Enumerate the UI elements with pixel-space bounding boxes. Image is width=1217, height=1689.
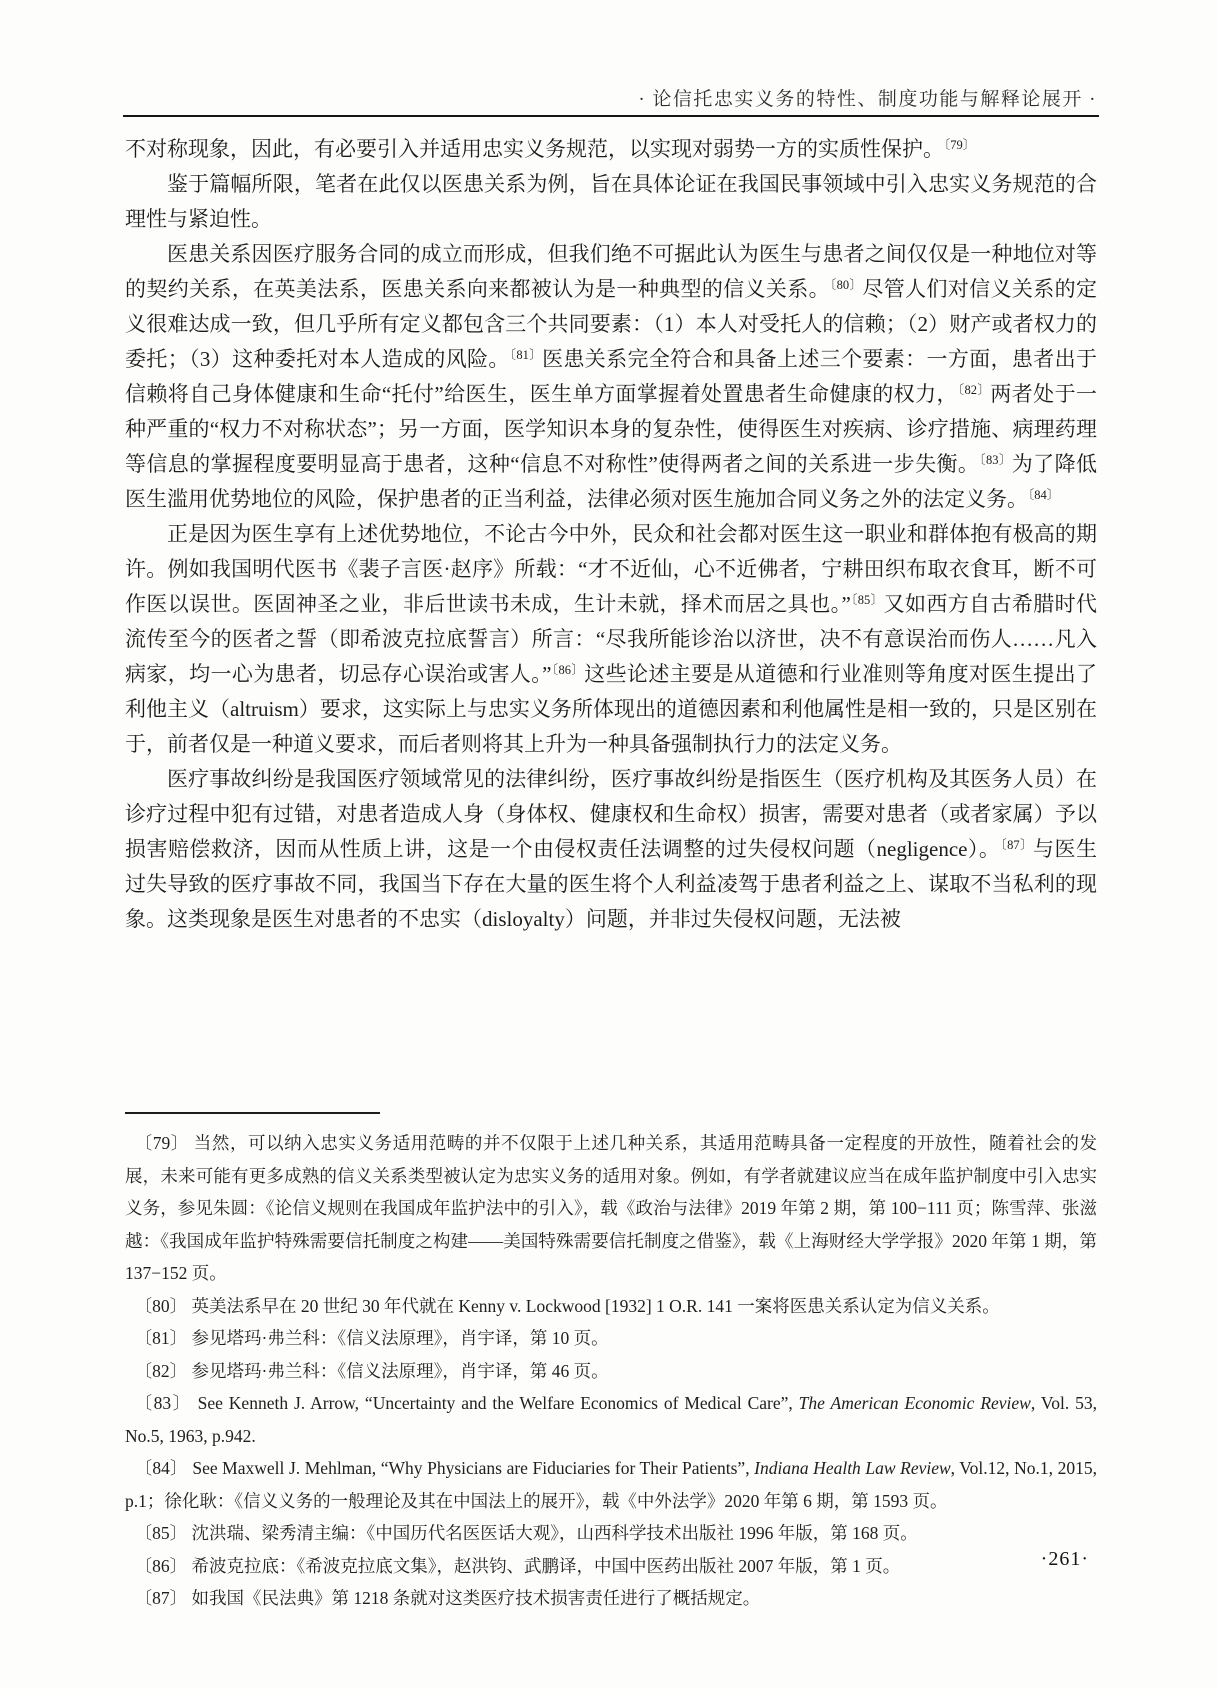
text-run: 〔81〕 参见塔玛·弗兰科：《信义法原理》，肖宇译，第 10 页。 (134, 1328, 609, 1348)
footnote-marker: 〔80〕 (830, 278, 863, 292)
running-header (125, 84, 1097, 111)
italic-text-run: Indiana Health Law Review (754, 1458, 951, 1478)
text-run: 不对称现象，因此，有必要引入并适用忠实义务规范，以实现对弱势一方的实质性保护。 (125, 137, 944, 161)
footnote-marker: 〔82〕 (957, 383, 991, 397)
text-run: 〔85〕 沈洪瑞、梁秀清主编：《中国历代名医医话大观》，山西科学技术出版社 1996 年版，第 168 页。 (134, 1523, 918, 1543)
text-run: 〔79〕 当然，可以纳入忠实义务适用范畴的并不仅限于上述几种关系，其适用范畴具备一定程度的开放性，随着社会的发展，未来可能有更多成熟的信义关系类型被认定为忠实义务的适用对象。例如，有学者就建议应当在成年监护制度中引入忠实义务，参见朱圆：《论信义规则在我国成年监护法中的引入》，载《政治与法律》2019 年第 2 期，第 100−111 页；陈雪萍、张滋越：《我国成年监护特殊需要信托制度之构建——美国特殊需要信托制度之借鉴》，载《上海财经大学学报》2020 年第 1 期，第 137−152 页。 (125, 1133, 1097, 1283)
footnotes (125, 1127, 1097, 1615)
text-run: 医患关系因医疗服务合同的成立而形成，但我们绝不可据此认为医生与患者之间仅仅是一种地位对等的契约关系，在英美法系，医患关系向来都被认为是一种典型的信义关系。 (125, 242, 1097, 301)
text-run: 〔87〕 如我国《民法典》第 1218 条就对这类医疗技术损害责任进行了概括规定。 (134, 1588, 761, 1608)
footnote-marker: 〔83〕 (979, 453, 1012, 467)
text-run: 尽管人们对信义关系的定义很难达成一致，但几乎所有定义都包含三个共同要素：（1）本人对受托人的信赖；（2）财产或者权力的委托；（3）这种委托对本人造成的风险。 (125, 277, 1097, 371)
running-title: · 论信托忠实义务的特性、制度功能与解释论展开 · (638, 89, 1097, 110)
text-run: 两者处于一种严重的“权力不对称状态”；另一方面，医学知识本身的复杂性，使得医生对疾病、诊疗措施、病理药理等信息的掌握程度要明显高于患者，这种“信息不对称性”使得两者之间的关系进一步失衡。 (125, 382, 1097, 476)
text-run: 〔80〕 英美法系早在 20 世纪 30 年代就在 Kenny v. Lockwood [1932] 1 O.R. 141 一案将医患关系认定为信义关系。 (134, 1295, 1000, 1316)
italic-text-run: The American Economic Review (798, 1393, 1031, 1413)
body-paragraph (125, 517, 1097, 762)
footnote (125, 1517, 1097, 1550)
footnote (125, 1355, 1097, 1388)
footnote-marker: 〔86〕 (551, 663, 585, 677)
text-run: , Vol. 53, No.5, 1963, p.942. (125, 1393, 1097, 1446)
text-run: 〔84〕 See Maxwell J. Mehlman, “Why Physicians are Fiduciaries for Their Patients”, (134, 1458, 755, 1478)
footnote (125, 1290, 1097, 1323)
footnote-marker: 〔84〕 (1028, 488, 1060, 502)
body-paragraph (125, 762, 1097, 937)
footnote-marker: 〔81〕 (509, 348, 543, 362)
text-run: 医患关系完全符合和具备上述三个要素：一方面，患者出于信赖将自己身体健康和生命“托付”给医生，医生单方面掌握着处置患者生命健康的权力， (125, 347, 1097, 406)
body-paragraph (125, 132, 1097, 167)
footnote (125, 1550, 1097, 1583)
text-run: 〔86〕 希波克拉底：《希波克拉底文集》，赵洪钧、武鹏译，中国中医药出版社 2007 年版，第 1 页。 (134, 1555, 901, 1576)
footnote-separator (125, 1112, 380, 1114)
text-run: 为了降低医生滥用优势地位的风险，保护患者的正当利益，法律必须对医生施加合同义务之外的法定义务。 (125, 452, 1097, 511)
body-paragraph (125, 167, 1097, 237)
footnote (125, 1322, 1097, 1355)
footnote-marker: 〔87〕 (1000, 838, 1034, 852)
text-run: 鉴于篇幅所限，笔者在此仅以医患关系为例，旨在具体论证在我国民事领域中引入忠实义务规范的合理性与紧迫性。 (125, 172, 1097, 231)
footnote-marker: 〔85〕 (850, 593, 884, 607)
page-number: ·261· (1040, 1548, 1089, 1570)
footnote (125, 1582, 1097, 1615)
text-run: , Vol.12, No.1, 2015, p.1；徐化耿：《信义义务的一般理论及其在中国法上的展开》，载《中外法学》2020 年第 6 期，第 1593 页。 (125, 1458, 1097, 1511)
text-run: 与医生过失导致的医疗事故不同，我国当下存在大量的医生将个人利益凌驾于患者利益之上、谋取不当私利的现象。这类现象是医生对患者的不忠实（disloyalty）问题，并非过失侵权问题，无法被 (125, 837, 1097, 931)
text-run: 正是因为医生享有上述优势地位，不论古今中外，民众和社会都对医生这一职业和群体抱有极高的期许。例如我国明代医书《裴子言医·赵序》所载：“才不近仙，心不近佛者，宁耕田织布取衣食耳，断不可作医以误世。医固神圣之业，非后世读书未成，生计未就，择术而居之具也。” (125, 522, 1097, 616)
text-run: 这些论述主要是从道德和行业准则等角度对医生提出了利他主义（altruism）要求，这实际上与忠实义务所体现出的道德因素和利他属性是相一致的，只是区别在于，前者仅是一种道义要求，而后者则将其上升为一种具备强制执行力的法定义务。 (125, 662, 1097, 756)
header-rule (123, 115, 1099, 117)
text-run: 又如西方自古希腊时代流传至今的医者之誓（即希波克拉底誓言）所言：“尽我所能诊治以济世，决不有意误治而伤人……凡入病家，均一心为患者，切忌存心误治或害人。” (125, 592, 1097, 686)
footnote-marker: 〔79〕 (944, 138, 976, 152)
text-run: 〔83〕 See Kenneth J. Arrow, “Uncertainty and the Welfare Economics of Medical Care”, (134, 1393, 799, 1413)
body-text (125, 132, 1097, 937)
footnote (125, 1387, 1097, 1452)
text-run: 〔82〕 参见塔玛·弗兰科：《信义法原理》，肖宇译，第 46 页。 (134, 1360, 609, 1381)
text-run: 医疗事故纠纷是我国医疗领域常见的法律纠纷，医疗事故纠纷是指医生（医疗机构及其医务人员）在诊疗过程中犯有过错，对患者造成人身（身体权、健康权和生命权）损害，需要对患者（或者家属）予以损害赔偿救济，因而从性质上讲，这是一个由侵权责任法调整的过失侵权问题（negligence）。 (125, 767, 1097, 861)
footnote (125, 1452, 1097, 1517)
footnote (125, 1127, 1097, 1290)
body-paragraph (125, 237, 1097, 517)
